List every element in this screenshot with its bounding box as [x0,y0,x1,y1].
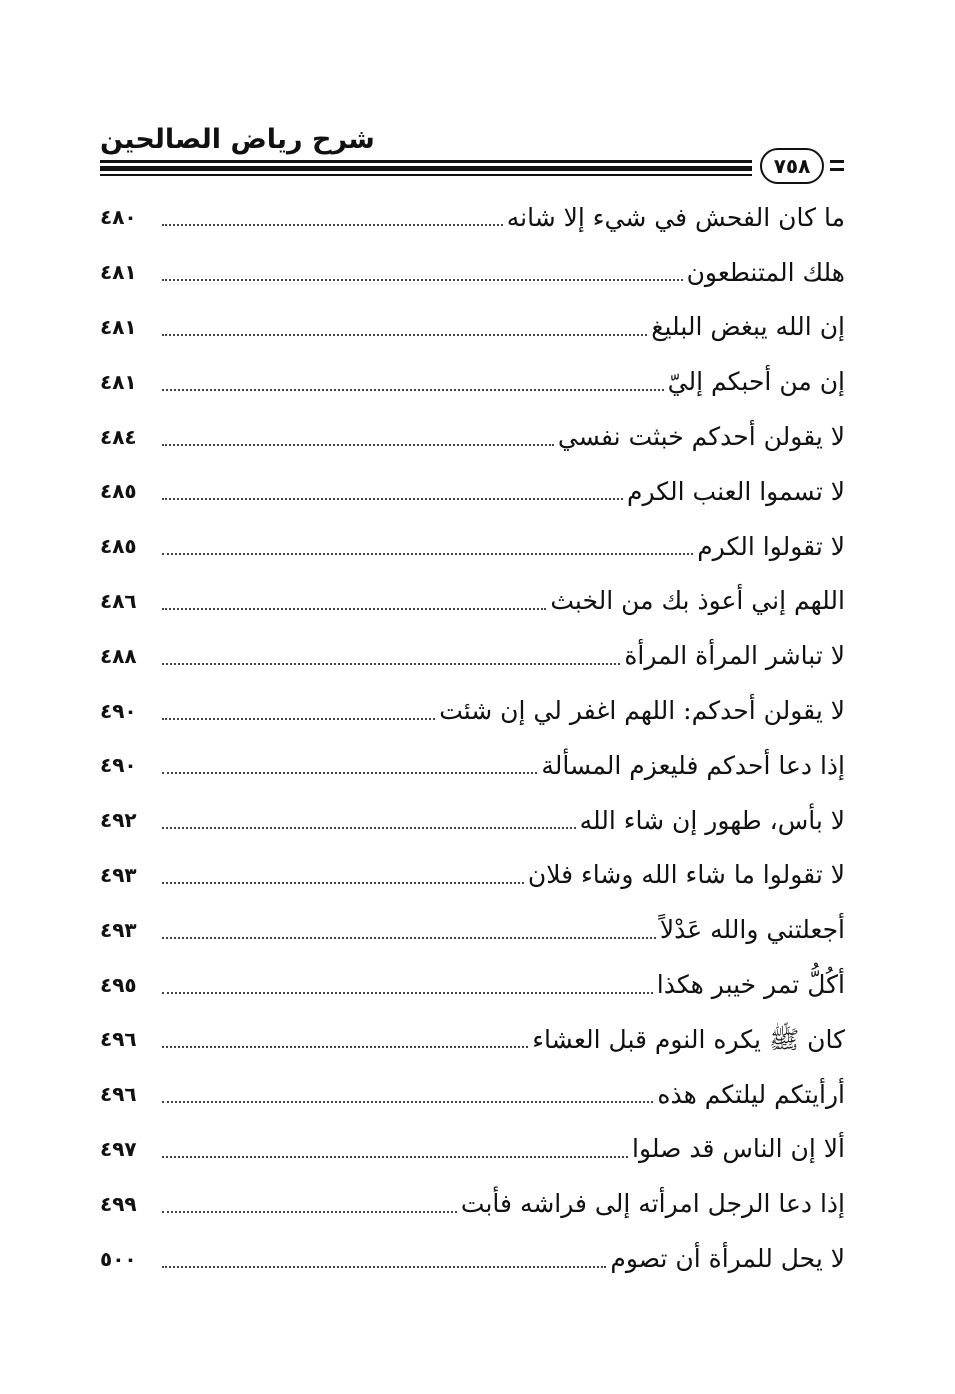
toc-page-number: ٤٩٦ [100,1082,137,1107]
toc-entry [100,683,845,738]
toc-entry [100,902,845,957]
toc-entry-title: أكُلُّ تمر خيبر هكذا [656,970,845,1000]
dot-leader [162,224,503,226]
toc-entry-title: لا تباشر المرأة المرأة [624,641,845,671]
toc-page-number: ٤٨٠ [100,205,137,230]
toc-entry [100,793,845,848]
toc-entry-title: أرأيتكم ليلتكم هذه [657,1079,845,1109]
toc-entry-title: أجعلتني والله عَدْلاً [659,915,845,945]
toc-entry [100,628,845,683]
dot-leader [162,937,656,939]
toc-page-number: ٤٩٥ [100,972,137,997]
dot-leader [162,334,647,336]
toc-page-number: ٤٨١ [100,314,137,339]
toc-page-number: ٤٨٨ [100,643,137,668]
header-rule [100,166,752,171]
toc-page-number: ٤٨١ [100,260,137,285]
toc-entry [100,957,845,1012]
toc-entry-title: لا تقولوا الكرم [697,531,845,561]
dot-leader [162,498,623,500]
toc-page-number: ٤٩٣ [100,862,137,887]
toc-page-number: ٤٩٦ [100,1027,137,1052]
dot-leader [162,718,435,720]
dot-leader [162,279,683,281]
toc-entry-title: إذا دعا الرجل امرأته إلى فراشه فأبت [460,1189,845,1219]
toc-entry [100,738,845,793]
dot-leader [162,1211,457,1213]
dot-leader [162,663,620,665]
toc-page-number: ٤٩٢ [100,808,137,833]
dot-leader [162,553,693,555]
toc-page-number: ٤٩٣ [100,917,137,942]
toc-entry-title: لا تسموا العنب الكرم [626,476,845,506]
toc-entry [100,464,845,519]
toc-entry [100,300,845,355]
toc-entry [100,1176,845,1231]
toc-page-number: ٥٠٠ [100,1246,137,1271]
toc-entry [100,1012,845,1067]
toc-entry [100,245,845,300]
toc-page-number: ٤٩٩ [100,1191,137,1216]
toc-entry-title: لا بأس، طهور إن شاء الله [579,805,845,835]
toc-entry-title: هلك المتنطعون [686,257,845,287]
dot-leader [162,1156,628,1158]
dot-leader [162,608,546,610]
badge-ornament [830,160,844,163]
toc-entry-title: ألا إن الناس قد صلوا [632,1134,845,1164]
toc-page-number: ٤٩٠ [100,753,137,778]
toc-entry [100,190,845,245]
header-rule [100,160,752,163]
toc-page-number: ٤٨١ [100,369,137,394]
table-of-contents [100,190,845,1286]
dot-leader [162,1101,653,1103]
toc-entry [100,848,845,903]
toc-page-number: ٤٩٧ [100,1136,137,1161]
toc-entry [100,1231,845,1286]
toc-page-number: ٤٩٠ [100,698,137,723]
toc-entry-title: لا تقولوا ما شاء الله وشاء فلان [527,860,845,890]
toc-entry-title: لا يحل للمرأة أن تصوم [610,1244,845,1274]
dot-leader [162,882,524,884]
toc-entry-title: اللهم إني أعوذ بك من الخبث [550,586,845,616]
dot-leader [162,827,576,829]
toc-entry-title: إن الله يبغض البليغ [651,312,845,342]
toc-entry-title: لا يقولن أحدكم: اللهم اغفر لي إن شئت [439,696,845,726]
dot-leader [162,992,653,994]
toc-entry [100,574,845,629]
toc-page-number: ٤٨٤ [100,424,137,449]
toc-page-number: ٤٨٦ [100,588,137,613]
toc-page-number: ٤٨٥ [100,534,137,559]
toc-entry [100,519,845,574]
toc-entry-title: لا يقولن أحدكم خبثت نفسي [557,422,845,452]
badge-ornament [830,168,844,171]
toc-entry [100,1122,845,1177]
toc-entry-title: ما كان الفحش في شيء إلا شانه [506,202,845,232]
page-number-badge: ٧٥٨ [760,148,824,184]
page-header [100,118,845,188]
header-rule [100,174,752,176]
dot-leader [162,772,537,774]
toc-entry [100,354,845,409]
toc-entry [100,409,845,464]
dot-leader [162,1266,606,1268]
dot-leader [162,389,664,391]
toc-entry [100,1067,845,1122]
toc-entry-title: إذا دعا أحدكم فليعزم المسألة [541,750,845,780]
toc-page-number: ٤٨٥ [100,479,137,504]
dot-leader [162,444,554,446]
dot-leader [162,1046,528,1048]
toc-entry-title: كان ﷺ يكره النوم قبل العشاء [532,1024,845,1054]
toc-entry-title: إن من أحبكم إليّ [667,367,845,397]
book-title: شرح رياض الصالحين [100,124,375,155]
